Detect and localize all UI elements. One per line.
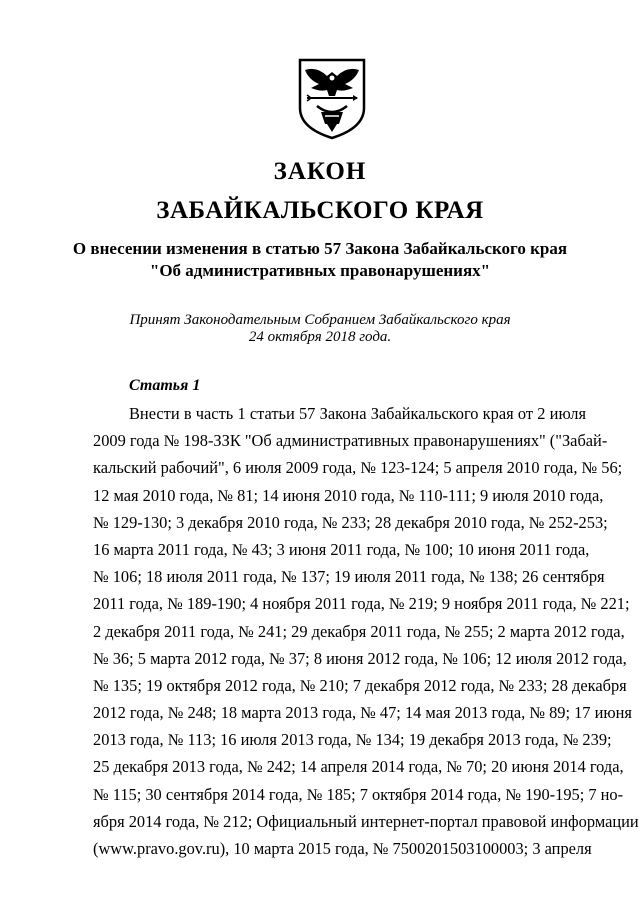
adoption-date: 24 октября 2018 года. (248, 329, 392, 345)
body-line: 2012 года, № 248; 18 марта 2013 года, № 47; 14 мая 2013 года, № 89; 17 июня (93, 703, 632, 723)
body-line: Внести в часть 1 статьи 57 Закона Забайкальского края от 2 июля (129, 404, 586, 423)
body-line: № 106; 18 июля 2011 года, № 137; 19 июля 2011 года, № 138; 26 сентября (93, 567, 605, 587)
body-line: 12 мая 2010 года, № 81; 14 июня 2010 года, № 110-111; 9 июля 2010 года, (93, 485, 604, 505)
article-heading: Статья 1 (129, 377, 201, 394)
coat-of-arms-emblem (297, 58, 367, 140)
body-line: 2011 года, № 189-190; 4 ноября 2011 года, № 219; 9 ноября 2011 года, № 221; (93, 594, 630, 614)
law-subtitle (0, 238, 640, 282)
adoption-note (0, 312, 640, 346)
body-line: 16 марта 2011 года, № 43; 3 июня 2011 года, № 100; 10 июня 2011 года, (93, 539, 590, 559)
body-line: ября 2014 года, № 212; Официальный интернет-портал правовой информации (93, 811, 639, 831)
body-line: (www.pravo.gov.ru), 10 марта 2015 года, № 7500201503100003; 3 апреля (93, 839, 592, 858)
law-region-title: ЗАБАЙКАЛЬСКОГО КРАЯ (156, 197, 484, 224)
body-line: № 115; 30 сентября 2014 года, № 185; 7 октября 2014 года, № 190-195; 7 но- (93, 784, 624, 804)
subtitle-line: "Об административных правонарушениях" (149, 261, 491, 280)
body-line: № 135; 19 октября 2012 года, № 210; 7 декабря 2012 года, № 233; 28 декабря (93, 675, 627, 695)
body-line: 2 декабря 2011 года, № 241; 29 декабря 2011 года, № 255; 2 марта 2012 года, (93, 621, 625, 641)
adoption-line: Принят Законодательным Собранием Забайкальского края (129, 312, 511, 328)
law-title: ЗАКОН (273, 158, 367, 185)
body-line: 25 декабря 2013 года, № 242; 14 апреля 2014 года, № 70; 20 июня 2014 года, (93, 757, 624, 777)
article-body (93, 400, 639, 862)
body-line: кальский рабочий", 6 июля 2009 года, № 123-124; 5 апреля 2010 года, № 56; (93, 458, 623, 478)
body-line: 2013 года, № 113; 16 июля 2013 года, № 134; 19 декабря 2013 года, № 239; (93, 730, 612, 750)
subtitle-line: О внесении изменения в статью 57 Закона Забайкальского края (72, 239, 568, 258)
body-line: № 129-130; 3 декабря 2010 года, № 233; 28 декабря 2010 года, № 252-253; (93, 512, 608, 532)
body-line: 2009 года № 198-ЗЗК "Об административных правонарушениях" ("Забай- (93, 431, 608, 451)
body-line: № 36; 5 марта 2012 года, № 37; 8 июня 2012 года, № 106; 12 июля 2012 года, (93, 648, 627, 668)
